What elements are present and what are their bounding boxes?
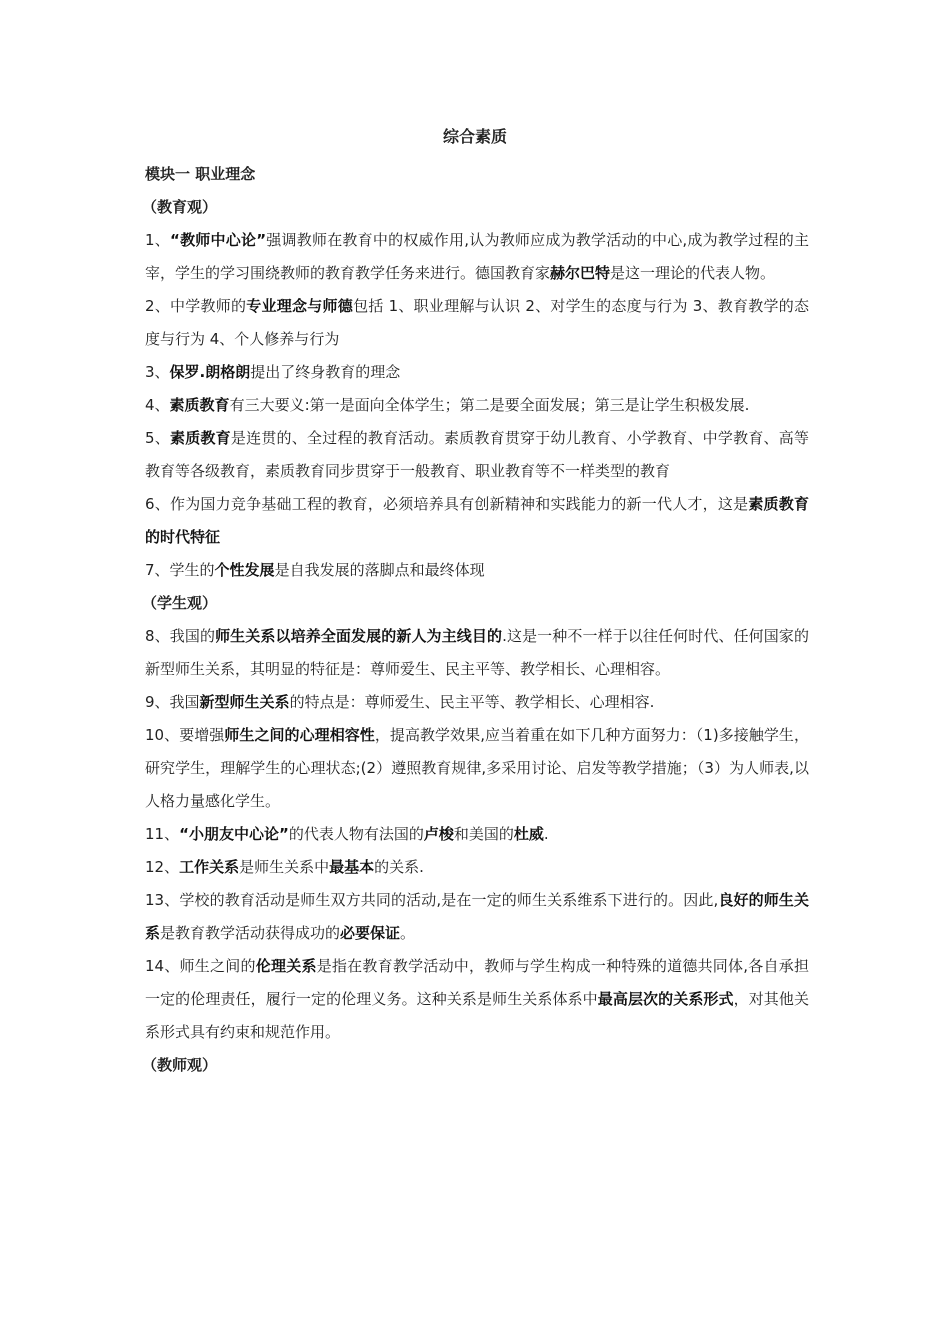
emphasis-term: 新型师生关系 [199,693,290,711]
paragraph-text: 和美国的 [453,825,514,843]
document-title: 综合素质 [442,127,507,146]
emphasis-term: “小朋友中心论” [179,825,289,843]
emphasis-term: 最基本 [329,858,375,876]
paragraph-text: 9、我国 [145,693,200,711]
emphasis-term: 保罗.朗格朗 [169,363,251,381]
emphasis-term: 杜威 [513,825,544,843]
paragraph-text: 强调教师在教育中的权威作用,认为教师应成为教学活动的中心,成为教学过程的主宰，学生的学习围绕教师的教育教学任务来进行。德国教育家 [145,231,809,282]
paragraph-text: 的特点是：尊师爱生、民主平等、教学相长、心理相容. [289,693,655,711]
numbered-paragraph [145,389,809,422]
paragraph-text: 的代表人物有法国的 [288,825,424,843]
numbered-paragraph [145,554,809,587]
numbered-paragraph [145,488,809,554]
paragraph-text: .这是一种不一样于以往任何时代、任何国家的新型师生关系，其明显的特征是：尊师爱生、民主平等、教学相长、心理相容。 [145,627,809,678]
emphasis-term: 卢梭 [423,825,454,843]
emphasis-term: 专业理念与师德 [246,297,354,315]
numbered-paragraph [145,950,809,1049]
document-body [142,158,809,1082]
emphasis-term: 个性发展 [214,561,275,579]
paragraph-text: 10、要增强 [145,726,225,744]
paragraph-text: 1、 [145,231,170,249]
paragraph-text: 14、师生之间的 [145,957,256,975]
emphasis-term: 赫尔巴特 [550,264,611,282]
numbered-paragraph [145,620,809,686]
module-heading: 模块一 职业理念 [145,165,256,183]
paragraph-text: 8、我国的 [145,627,216,645]
paragraph-text: 是自我发展的落脚点和最终体现 [274,561,485,579]
numbered-paragraph [145,356,809,389]
paragraph-text: 提出了终身教育的理念 [250,363,401,381]
paragraph-text: 包括 1、职业理解与认识 2、对学生的态度与行为 3、教育教学的态度与行为 4、个人修养与行为 [145,297,809,348]
paragraph-text: 6、作为国力竞争基础工程的教育，必须培养具有创新精神和实践能力的新一代人才，这是 [145,495,749,513]
emphasis-term: 工作关系 [179,858,240,876]
emphasis-term: 最高层次的关系形式 [597,990,734,1008]
emphasis-term: 良好的师生关系 [145,891,809,942]
paragraph-text: 的关系. [374,858,424,876]
paragraph-text: 是连贯的、全过程的教育活动。素质教育贯穿于幼儿教育、小学教育、中学教育、高等教育等各级教育，素质教育同步贯穿于一般教育、职业教育等不一样类型的教育 [145,429,809,480]
paragraph-text: 4、 [145,396,170,414]
emphasis-term: “教师中心论” [170,231,267,249]
paragraph-text: 是这一理论的代表人物。 [610,264,776,282]
emphasis-term: 伦理关系 [255,957,317,975]
section-heading: （教育观） [142,198,218,216]
numbered-paragraph [145,719,809,818]
paragraph-text: 3、 [145,363,170,381]
numbered-paragraph [145,686,809,719]
paragraph-text: 是指在教育教学活动中，教师与学生构成一种特殊的道德共同体,各自承担一定的伦理责任，履行一定的伦理义务。这种关系是师生关系体系中 [145,957,809,1008]
numbered-paragraph [145,422,809,488]
numbered-paragraph [145,851,809,884]
paragraph-text: 13、学校的教育活动是师生双方共同的活动,是在一定的师生关系维系下进行的。因此, [145,891,719,909]
emphasis-term: 必要保证 [340,924,401,942]
paragraph-text: 12、 [145,858,180,876]
paragraph-text: 5、 [145,429,170,447]
paragraph-text: ，对其他关系形式具有约束和规范作用。 [145,990,809,1041]
emphasis-term: 师生之间的心理相容性 [224,726,375,744]
paragraph-text: ，提高教学效果,应当着重在如下几种方面努力：（1)多接触学生，研究学生，理解学生的心理状态;(2）遵照教育规律,多采用讨论、启发等教学措施；（3）为人师表,以人格力量感化学生。 [145,726,809,810]
paragraph-text: 是师生关系中 [239,858,330,876]
emphasis-term: 素质教育的时代特征 [145,495,809,546]
paragraph-text: 有三大要义:第一是面向全体学生；第二是要全面发展；第三是让学生积极发展. [229,396,750,414]
emphasis-term: 素质教育 [169,429,231,447]
numbered-paragraph [145,290,809,356]
paragraph-text: 7、学生的 [145,561,215,579]
numbered-paragraph [145,884,809,950]
numbered-paragraph [145,818,809,851]
paragraph-text: 。 [400,924,416,942]
paragraph-text: 11、 [145,825,180,843]
paragraph-text: . [543,825,549,843]
paragraph-text: 2、中学教师的 [145,297,247,315]
numbered-paragraph [145,224,809,290]
emphasis-term: 素质教育 [169,396,230,414]
section-heading: （学生观） [142,594,218,612]
emphasis-term: 师生关系以培养全面发展的新人为主线目的 [215,627,503,645]
paragraph-text: 是教育教学活动获得成功的 [160,924,341,942]
section-heading: （教师观） [142,1056,218,1074]
